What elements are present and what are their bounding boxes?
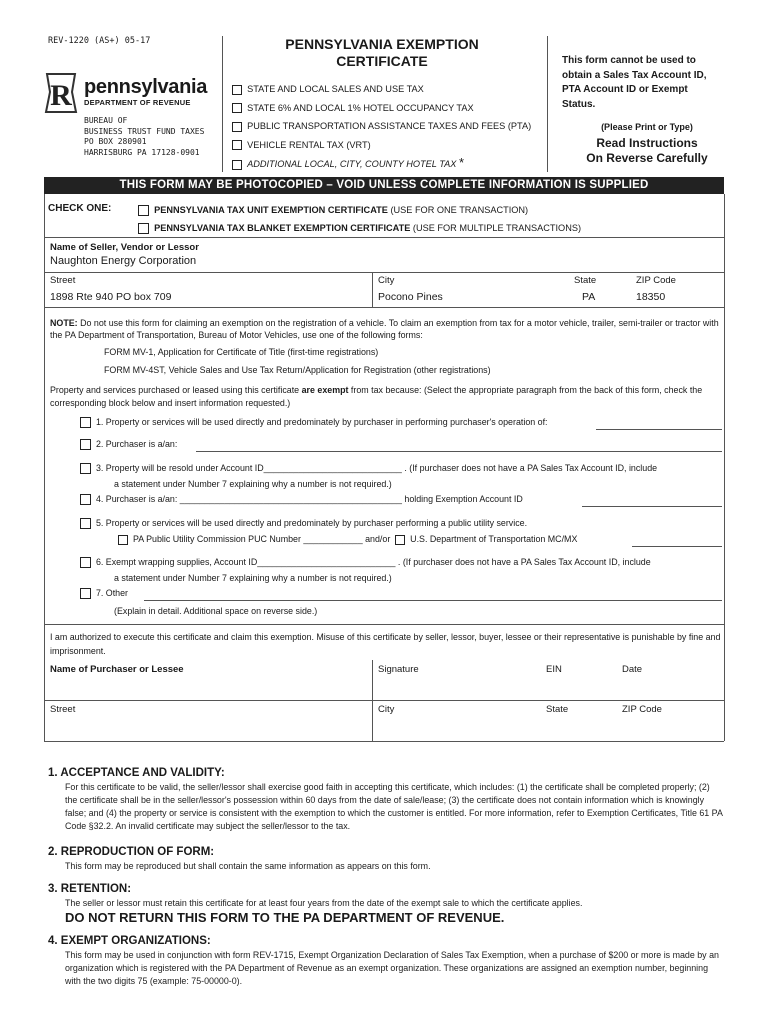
reason-1-checkbox[interactable]: [80, 417, 91, 428]
pa-keystone-logo-icon: [44, 72, 78, 116]
puc-checkbox[interactable]: [118, 535, 128, 545]
purchaser-city-label: City: [378, 704, 395, 715]
cert-type-options: [138, 201, 581, 237]
reason-2-checkbox[interactable]: [80, 439, 91, 450]
unit-cert-option[interactable]: PENNSYLVANIA TAX UNIT EXEMPTION CERTIFICATE (USE FOR ONE TRANSACTION): [138, 201, 581, 219]
reason-7: 7. Other: [80, 588, 128, 599]
date-field[interactable]: [620, 678, 720, 698]
purchaser-city-field[interactable]: [376, 718, 540, 738]
section-2-heading: 2. REPRODUCTION OF FORM:: [48, 846, 215, 858]
seller-zip-field[interactable]: 18350: [636, 291, 666, 303]
signature-label: Signature: [378, 664, 419, 675]
reason-7-checkbox[interactable]: [80, 588, 91, 599]
tax-type-checkbox[interactable]: [232, 122, 242, 132]
do-not-return-notice: DO NOT RETURN THIS FORM TO THE PA DEPARTMENT OF REVENUE.: [65, 910, 505, 925]
page-title: PENNSYLVANIA EXEMPTION CERTIFICATE: [285, 36, 479, 69]
seller-name-label: Name of Seller, Vendor or Lessor: [50, 242, 199, 253]
exempt-reason-intro: Property and services purchased or leased using this certificate are exempt from tax because: (Select the appropriate paragraph from the back of this form, check the corresponding block below and insert information requested.): [50, 385, 703, 408]
reason-6-continued: a statement under Number 7 explaining why a number is not required.): [114, 573, 392, 583]
section-4-text: This form may be used in conjunction with form REV-1715, Exempt Organization Declaration of Sales Tax Exemption, when a purchase of $200 or more is made by an organization which is registered with the PA Department of Revenue as an exempt organization. These organizations are assigned an exemption number, beginning with the two digits 75 (example: 75-00000-0).: [65, 950, 719, 986]
dot-checkbox[interactable]: [395, 535, 405, 545]
reason-5-input[interactable]: [632, 546, 722, 547]
reason-7-input[interactable]: [144, 600, 722, 601]
tax-type-item: PUBLIC TRANSPORTATION ASSISTANCE TAXES AND FEES (PTA): [232, 117, 531, 136]
reason-2: 2. Purchaser is a/an:: [80, 439, 177, 450]
purchaser-street-label: Street: [50, 704, 76, 715]
logo-wordmark: pennsylvania: [84, 76, 208, 98]
tax-type-checkbox[interactable]: [232, 140, 242, 150]
ein-field[interactable]: [544, 678, 616, 698]
purchaser-street-field[interactable]: [48, 718, 370, 738]
ein-label: EIN: [546, 664, 562, 675]
seller-street-label: Street: [50, 275, 76, 286]
reason-7-explain: (Explain in detail. Additional space on reverse side.): [114, 606, 318, 616]
form-id: REV-1220 (AS+) 05-17: [48, 36, 151, 46]
tax-type-list: [232, 80, 531, 174]
reason-4-checkbox[interactable]: [80, 494, 91, 505]
reason-6-checkbox[interactable]: [80, 557, 91, 568]
reason-5-puc: PA Public Utility Commission PUC Number ____________ and/or U.S. Department of Transportation MC/MX: [118, 534, 577, 545]
date-label: Date: [622, 664, 643, 675]
read-instructions: Read Instructions On Reverse Carefully: [586, 136, 708, 165]
blanket-cert-option[interactable]: PENNSYLVANIA TAX BLANKET EXEMPTION CERTIFICATE (USE FOR MULTIPLE TRANSACTIONS): [138, 219, 581, 237]
unit-cert-checkbox[interactable]: [138, 205, 149, 216]
tax-type-item: STATE AND LOCAL SALES AND USE TAX: [232, 80, 531, 99]
section-1-heading: 1. ACCEPTANCE AND VALIDITY:: [48, 767, 225, 779]
purchaser-state-label: State: [546, 704, 569, 715]
authorization-statement: I am authorized to execute this certificate and claim this exemption. Misuse of this certificate by seller, lessor, buyer, lessee or their representative is punishable by fine and imprisonment.: [50, 632, 721, 656]
bureau-address: BUREAU OF BUSINESS TRUST FUND TAXES PO BOX 280901 HARRISBURG PA 17128-0901: [84, 116, 205, 157]
tax-type-item: ADDITIONAL LOCAL, CITY, COUNTY HOTEL TAX *: [232, 154, 531, 174]
tax-type-item: VEHICLE RENTAL TAX (VRT): [232, 136, 531, 155]
form-mv4st-text: FORM MV-4ST, Vehicle Sales and Use Tax Return/Application for Registration (other registrations): [104, 365, 491, 375]
reason-6: 6. Exempt wrapping supplies, Account ID____________________________ . (If purchaser does not have a PA Sales Tax Account ID, include: [80, 557, 651, 568]
tax-type-checkbox[interactable]: [232, 85, 242, 95]
seller-state-label: State: [574, 275, 597, 286]
reason-5-checkbox[interactable]: [80, 518, 91, 529]
reason-3-checkbox[interactable]: [80, 463, 91, 474]
reason-1-input[interactable]: [596, 429, 722, 430]
print-note: (Please Print or Type): [601, 122, 693, 132]
purchaser-zip-label: ZIP Code: [622, 704, 662, 715]
reason-1: 1. Property or services will be used directly and predominately by purchaser in performing purchaser's operation of:: [80, 417, 548, 428]
blanket-cert-checkbox[interactable]: [138, 223, 149, 234]
seller-city-label: City: [378, 275, 395, 286]
form-mv1-text: FORM MV-1, Application for Certificate of Title (first-time registrations): [104, 347, 379, 357]
seller-state-field[interactable]: PA: [582, 291, 596, 303]
purchaser-name-label: Name of Purchaser or Lessee: [50, 664, 184, 675]
svg-text:R: R: [50, 79, 72, 112]
section-3-text: The seller or lessor must retain this certificate for at least four years from the date of the exempt sale to which the certificate applies.: [65, 898, 583, 908]
signature-field[interactable]: [376, 678, 540, 698]
seller-zip-label: ZIP Code: [636, 275, 676, 286]
reason-3-continued: a statement under Number 7 explaining why a number is not required.): [114, 479, 392, 489]
seller-street-field[interactable]: 1898 Rte 940 PO box 709: [50, 291, 172, 303]
photocopy-banner: THIS FORM MAY BE PHOTOCOPIED – VOID UNLESS COMPLETE INFORMATION IS SUPPLIED: [44, 177, 724, 194]
tax-type-item: STATE 6% AND LOCAL 1% HOTEL OCCUPANCY TAX: [232, 99, 531, 118]
reason-2-input[interactable]: [196, 451, 722, 452]
logo-dept: DEPARTMENT OF REVENUE: [84, 98, 191, 107]
reason-4-input[interactable]: [582, 506, 722, 507]
seller-city-field[interactable]: Pocono Pines: [378, 291, 443, 303]
check-one-label: CHECK ONE:: [48, 203, 112, 214]
seller-name-field[interactable]: Naughton Energy Corporation: [50, 255, 197, 267]
section-2-text: This form may be reproduced but shall contain the same information as appears on this form.: [65, 861, 431, 871]
purchaser-zip-field[interactable]: [620, 718, 720, 738]
section-3-heading: 3. RETENTION:: [48, 883, 132, 895]
reason-5: 5. Property or services will be used directly and predominately by purchaser performing a public utility service.: [80, 518, 527, 529]
vehicle-note: NOTE: Do not use this form for claiming an exemption on the registration of a vehicle. To claim an exemption from tax for a motor vehicle, trailer, semi-trailer or tractor with the PA Department of Transportation, Bureau of Motor Vehicles, use one of the following forms:: [50, 318, 719, 340]
purchaser-state-field[interactable]: [544, 718, 616, 738]
reason-4: 4. Purchaser is a/an: _____________________________________________ holding Exemption Account ID: [80, 494, 523, 505]
reason-3: 3. Property will be resold under Account ID____________________________ . (If purchaser does not have a PA Sales Tax Account ID, include: [80, 463, 657, 474]
section-1-text: For this certificate to be valid, the seller/lessor shall exercise good faith in accepting this certificate, which includes: (1) the certificate shall be completed properly; (2) the certificate shall be in the seller/lessor's possession within 60 days from the date of sale/lease; (3) the certificate does not contain information which is knowingly false; and (4) the property or service is consistent with the exemption to which the customer is entitled. For more information, refer to Exemption Certificates, Title 61 PA Code §32.2. An invalid certificate may subject the seller/lessor to the tax.: [65, 782, 723, 831]
usage-notice: This form cannot be used to obtain a Sales Tax Account ID, PTA Account ID or Exempt Status.: [562, 55, 707, 110]
purchaser-name-field[interactable]: [48, 678, 370, 698]
section-4-heading: 4. EXEMPT ORGANIZATIONS:: [48, 935, 211, 947]
tax-type-checkbox[interactable]: [232, 160, 242, 170]
tax-type-checkbox[interactable]: [232, 103, 242, 113]
